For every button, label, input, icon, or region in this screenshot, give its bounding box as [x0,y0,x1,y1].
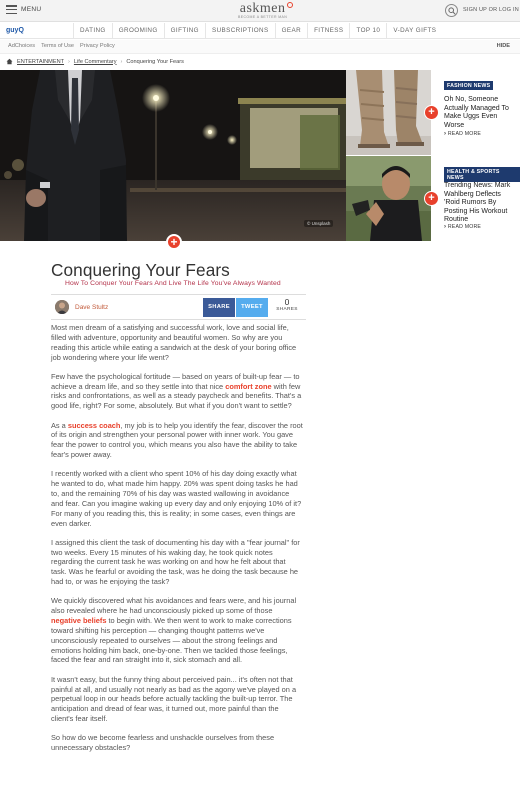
hamburger-icon [6,5,17,14]
paragraph: I assigned this client the task of documenting his day with a "fear journal" for two weeks. Every 15 minutes of his waking day, he took quick notes regarding the current task he was working on and how he felt about that task. Was he fearful or avoiding the task, was he doing the task because he had to, or was he enjoying the task? [51,537,300,587]
paragraph: I recently worked with a client who spent 10% of his day doing exactly what he wanted to do, what made him happy. 20% was spent doing tasks he had to, and the remaining 70% of his day was wasted wallowing in avoidance and fear. Can you imagine waking up every day and only enjoying 10% of it? For many of you reading this, this is reality; in some cases, even things are even darker. [51,469,302,528]
photo-credit: © Unsplash [304,220,333,227]
author-name[interactable]: Dave Stultz [75,304,109,311]
share-count-label: SHARES [276,307,298,312]
workout-thumbnail[interactable] [346,156,431,241]
health-sports-news-badge: HEALTH & SPORTS NEWS [444,167,520,182]
breadcrumb [6,58,184,65]
util-links [8,43,115,49]
adchoices-link[interactable]: AdChoices [8,43,36,49]
nav-item-top-10[interactable]: TOP 10 [349,23,386,39]
boots-thumbnail[interactable] [346,70,431,155]
plus-icon[interactable]: + [166,234,182,250]
breadcrumb-entertainment[interactable]: ENTERTAINMENT [17,58,65,65]
guyq-link[interactable]: guyQ [6,27,24,34]
nav-item-vday-gifts[interactable]: V-DAY GIFTS [386,23,442,39]
chevron-right-icon: › [444,224,447,230]
search-icon [448,7,456,15]
menu-button[interactable] [6,5,41,14]
signin-link[interactable]: SIGN UP OR LOG IN [463,7,519,13]
byline [51,294,306,320]
success-coach-link[interactable]: success coach [67,420,121,430]
logo-text: askmen [239,1,286,16]
article-subtitle: How To Conquer Your Fears And Live The Life You've Always Wanted [65,280,281,287]
main-nav [0,23,520,39]
nav-item-grooming[interactable]: GROOMING [112,23,164,39]
chevron-right-icon: › [444,131,447,137]
read-more-label: READ MORE [447,224,482,230]
read-more-label: READ MORE [447,131,482,137]
top-bar [0,0,520,22]
paragraph: So how do we become fearless and unshackle ourselves from these unnecessary obstacles? [51,733,275,753]
side-card-fashion[interactable] [346,70,520,155]
hide-button[interactable]: HIDE [496,43,510,49]
chevron-right-icon: › [120,58,123,65]
paragraph: As a success coach, my job is to help you identify the fear, discover the root of its origin and strengthen your personal power with inner work. You gave fear the power to control you, which means you also have the ability to take fear's power away. [51,420,303,460]
home-icon[interactable] [6,58,13,65]
nav-item-gear[interactable]: GEAR [275,23,307,39]
nav-item-subscriptions[interactable]: SUBSCRIPTIONS [205,23,275,39]
breadcrumb-life-commentary[interactable]: Life Commentary [73,58,117,65]
negative-beliefs-link[interactable]: negative beliefs [51,616,107,626]
logo-tagline: BECOME A BETTER MAN [238,15,288,19]
privacy-link[interactable]: Privacy Policy [80,43,115,49]
ad-utility-bar [0,40,520,54]
nav-item-gifting[interactable]: GIFTING [164,23,205,39]
askmen-logo[interactable] [238,2,287,19]
article-title: Conquering Your Fears [51,260,230,280]
plus-icon[interactable]: + [424,191,439,206]
paragraph: We quickly discovered what his avoidances and fears were, and his journal also revealed where he had unconsciously picked up some of those negative beliefs to begin with. We then went to work to make corrections toward shifting his perception — changing thought patterns we've unconsciously repeated to ourselves — about the strong feelings and emotions holding him back, one-by-one. Then we tackled those feelings, faced the fear and ran straight into it, sick stomach and all. [51,596,297,665]
tweet-button[interactable]: TWEET [236,298,268,317]
search-button[interactable] [445,4,458,17]
plus-icon[interactable]: + [424,105,439,120]
nav-item-fitness[interactable]: FITNESS [307,23,349,39]
author-avatar[interactable] [55,300,69,314]
share-count [275,297,299,312]
menu-label: MENU [21,6,42,13]
read-more-link[interactable] [444,131,481,137]
nav-item-dating[interactable]: DATING [73,23,112,39]
fashion-news-badge: FASHION NEWS [444,81,493,90]
terms-link[interactable]: Terms of Use [41,43,75,49]
paragraph: Few have the psychological fortitude — based on years of built-up fear — to achieve a dream life, and so they settle into that nice comfort zone with few risks and confrontations, as well as a steady paycheck and benefits. That's a good life, right? For some, absolutely. But what if you don't want to settle? [51,371,302,411]
chevron-right-icon: › [68,58,70,65]
nav-items [73,23,442,39]
side-card-health[interactable] [346,156,520,241]
article-body [51,323,303,762]
hero-image [0,70,346,241]
side-card-title[interactable]: Oh No, Someone Actually Managed To Make Uggs Even Worse [444,96,509,129]
side-card-title[interactable]: Trending News: Mark Wahlberg Deflects 'Roid Rumors By Posting His Workout Routine [444,182,511,224]
logo-dot-icon [287,2,293,8]
paragraph: Most men dream of a satisfying and successful work, love and social life, filled with adventure, opportunity and beautiful women. So why are you reading this article while eating a sandwich at the desk of your boring office job wondering where your life went? [51,323,297,362]
share-count-number: 0 [284,297,290,307]
read-more-link[interactable] [444,224,481,230]
breadcrumb-current: Conquering Your Fears [126,58,184,65]
comfort-zone-link[interactable]: comfort zone [225,381,272,391]
paragraph: It wasn't easy, but the funny thing about perceived pain... it's often not that painful at all, and usually not nearly as bad as the agony we've played on a perpetual loop in our heads before actually tackling the built-up terror. The anticipation and dread of fear was, it turned out, more painful than the client's fear itself. [51,674,297,724]
facebook-share-button[interactable]: SHARE [203,298,235,317]
